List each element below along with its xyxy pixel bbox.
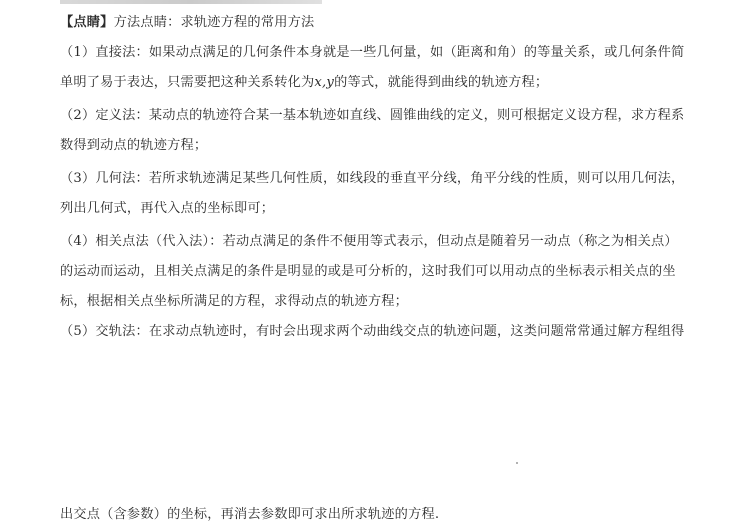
method-4-line-1: （4）相关点法（代入法）：若动点满足的条件不便用等式表示，但动点是随着另一动点（称之为相关点） (60, 234, 678, 249)
method-4-line-2: 的运动而运动，且相关点满足的条件是明显的或是可分析的，这时我们可以用动点的坐标表示相关点的坐 (60, 264, 676, 279)
method-2-line-2: 数得到动点的轨迹方程； (60, 138, 208, 153)
method-3-line-1: （3）几何法：若所求轨迹满足某些几何性质，如线段的垂直平分线，角平分线的性质，则可以用几何法， (60, 171, 685, 186)
method-2-line-1: （2）定义法：某动点的轨迹符合某一基本轨迹如直线、圆锥曲线的定义，则可根据定义设方程，求方程系 (60, 108, 685, 123)
method-1-line-2-text-b: 的等式，就能得到曲线的轨迹方程； (334, 75, 549, 90)
method-1-line-2-text-a: 单明了易于表达，只需要把这种关系转化为 (60, 75, 315, 90)
method-1-line-2 (60, 74, 548, 92)
method-5-line-1: （5）交轨法：在求动点轨迹时，有时会出现求两个动曲线交点的轨迹问题，这类问题常常通过解方程组得 (60, 324, 685, 339)
method-3-line-2: 列出几何式，再代入点的坐标即可； (60, 201, 275, 216)
method-5-line-2: 出交点（含参数）的坐标，再消去参数即可求出所求轨迹的方程. (60, 507, 440, 522)
math-variables: x,y (314, 75, 335, 90)
method-4-line-3: 标，根据相关点坐标所满足的方程，求得动点的轨迹方程； (60, 294, 409, 309)
section-heading (60, 14, 314, 32)
cropped-text-line (60, 0, 322, 4)
method-1-line-1: （1）直接法：如果动点满足的几何条件本身就是一些几何量，如（距离和角）的等量关系，或几何条件简 (60, 45, 685, 60)
heading-text: 方法点睛：求轨迹方程的常用方法 (113, 15, 315, 30)
heading-tag: 【点睛】 (60, 15, 114, 30)
scan-speck (516, 462, 518, 464)
